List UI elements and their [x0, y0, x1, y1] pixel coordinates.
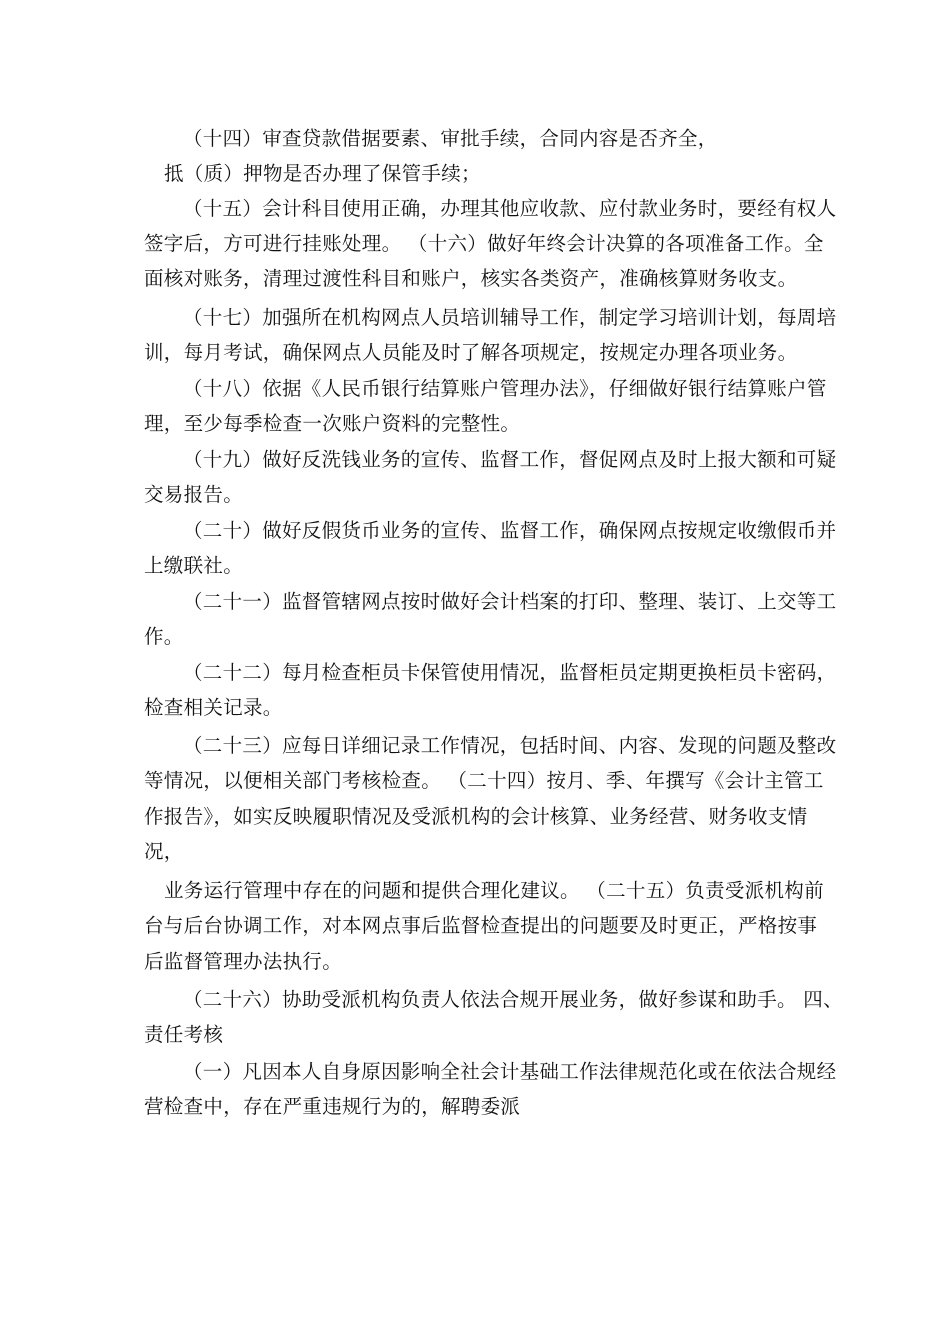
text-line: （十七）加强所在机构网点人员培训辅导工作，制定学习培训计划，每周培 [183, 306, 837, 329]
text-line: 后监督管理办法执行。 [144, 950, 343, 973]
text-line: 面核对账务，清理过渡性科目和账户，核实各类资产，准确核算财务收支。 [144, 267, 798, 290]
text-line: 签字后，方可进行挂账处理。 （十六）做好年终会计决算的各项准备工作。全 [144, 232, 824, 255]
text-line: 交易报告。 [144, 483, 244, 506]
text-line: （十八）依据《人民币银行结算账户管理办法》，仔细做好银行结算账户管 [183, 377, 827, 400]
text-line: （二十三）应每日详细记录工作情况，包括时间、内容、发现的问题及整改 [183, 734, 837, 757]
text-line: （二十一）监督管辖网点按时做好会计档案的打印、整理、装订、上交等工 [183, 590, 837, 613]
text-line: （十五）会计科目使用正确，办理其他应收款、应付款业务时，要经有权人 [183, 197, 837, 220]
text-line: 业务运行管理中存在的问题和提供合理化建议。 （二十五）负责受派机构前 [164, 879, 824, 902]
text-line: （二十六）协助受派机构负责人依法合规开展业务，做好参谋和助手。 四、 [183, 988, 843, 1011]
text-line: 营检查中，存在严重违规行为的，解聘委派 [144, 1095, 521, 1118]
text-line: 理，至少每季检查一次账户资料的完整性。 [144, 412, 521, 435]
text-line: 作报告》，如实反映履职情况及受派机构的会计核算、业务经营、财务收支情 [144, 805, 808, 828]
text-line: 训，每月考试，确保网点人员能及时了解各项规定，按规定办理各项业务。 [144, 341, 798, 364]
text-line: （二十二）每月检查柜员卡保管使用情况，监督柜员定期更换柜员卡密码， [183, 661, 837, 684]
text-line: 检查相关记录。 [144, 696, 283, 719]
text-line: （二十）做好反假货币业务的宣传、监督工作，确保网点按规定收缴假币并 [183, 519, 837, 542]
text-line: 况， [144, 840, 184, 863]
text-line: （十四）审查贷款借据要素、审批手续，合同内容是否齐全， [183, 127, 718, 150]
text-line: 作。 [144, 625, 184, 648]
text-line: 台与后台协调工作，对本网点事后监督检查提出的问题要及时更正，严格按事 [144, 914, 818, 937]
text-line: （一）凡因本人自身原因影响全社会计基础工作法律规范化或在依法合规经 [183, 1060, 837, 1083]
text-line: 责任考核 [144, 1023, 224, 1046]
text-line: 等情况，以便相关部门考核检查。 （二十四）按月、季、年撰写《会计主管工 [144, 769, 824, 792]
text-line: 抵（质）押物是否办理了保管手续； [164, 162, 481, 185]
text-line: 上缴联社。 [144, 554, 244, 577]
text-line: （十九）做好反洗钱业务的宣传、监督工作，督促网点及时上报大额和可疑 [183, 448, 837, 471]
